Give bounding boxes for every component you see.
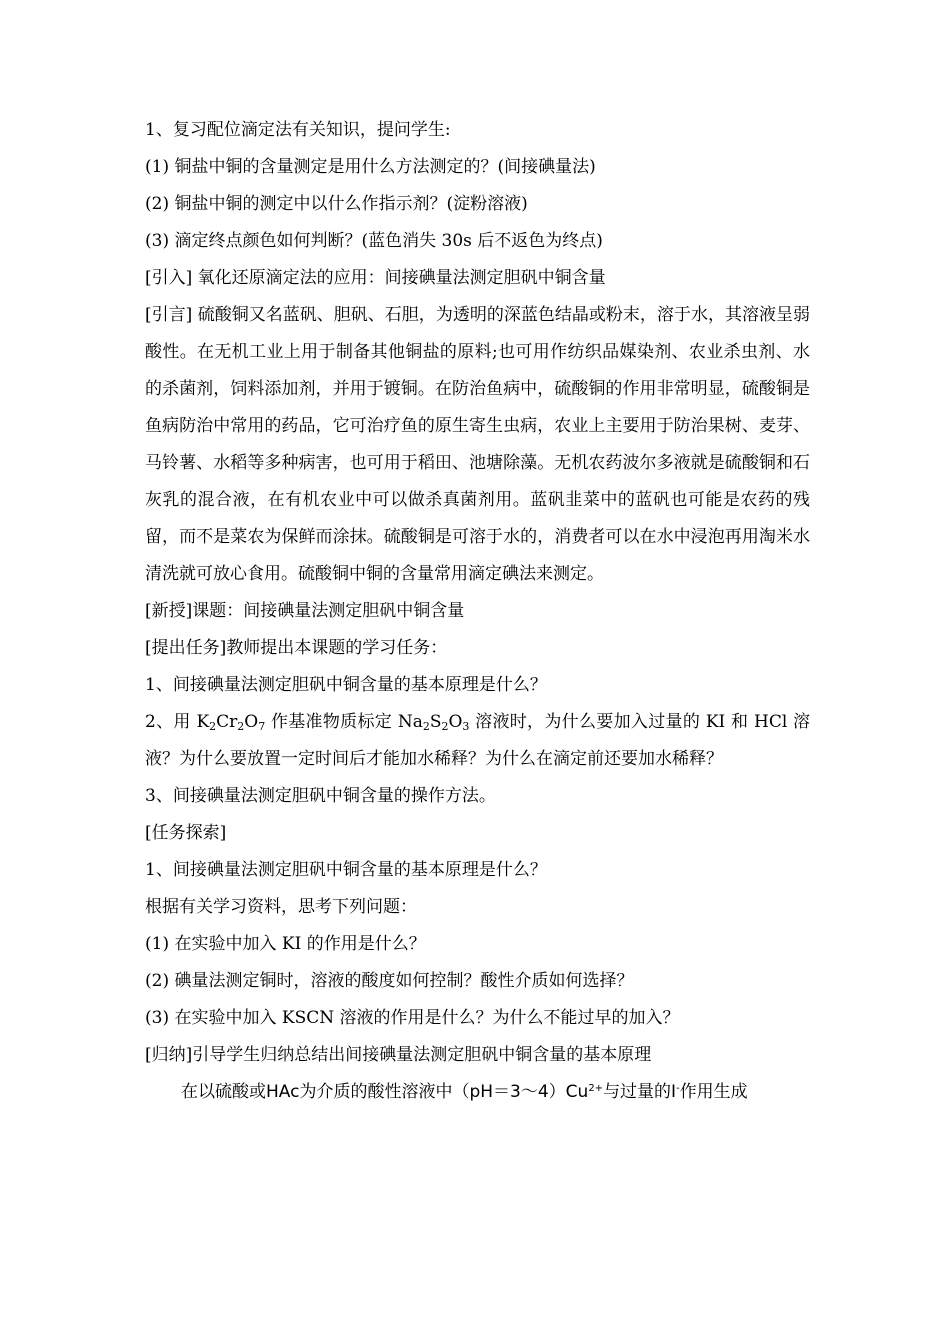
explore-heading: [任务探索] bbox=[145, 823, 227, 843]
think-intro: 根据有关学习资料，思考下列问题： bbox=[145, 897, 417, 917]
task-2 bbox=[145, 704, 810, 778]
task-intro-line: [提出任务]教师提出本课题的学习任务： bbox=[145, 638, 448, 658]
review-question-3: (3) 滴定终点颜色如何判断？(蓝色消失 30s 后不返色为终点) bbox=[145, 231, 603, 251]
review-question-1: (1) 铜盐中铜的含量测定是用什么方法测定的？(间接碘量法) bbox=[145, 157, 596, 177]
summary-line: [归纳]引导学生归纳总结出间接碘量法测定胆矾中铜含量的基本原理 bbox=[145, 1045, 652, 1065]
principle-line: 在以硫酸或HAc为介质的酸性溶液中$(pH=3\sim 4)Cu^{2+}$与过量的I-作用生成 bbox=[181, 1082, 748, 1102]
task-2-rest: 溶液时，为什么要加入过量的 KI 和 HCl 溶液？为什么要放置一定时间后才能加水稀释？为什么在滴定前还要加水稀释？ bbox=[145, 712, 810, 769]
formula-k2cr2o7: $K_2Cr_2O_7$ bbox=[196, 712, 266, 733]
explore-question: 1、间接碘量法测定胆矾中铜含量的基本原理是什么？ bbox=[145, 860, 547, 880]
task-2-mid: 作基准物质标定 bbox=[265, 712, 398, 732]
think-question-2: (2) 碘量法测定铜时，溶液的酸度如何控制？酸性介质如何选择？ bbox=[145, 971, 634, 991]
task-2-prefix: 2、用 bbox=[145, 712, 197, 732]
review-question-2: (2) 铜盐中铜的测定中以什么作指示剂？(淀粉溶液) bbox=[145, 194, 528, 214]
new-lesson-line: [新授]课题：间接碘量法测定胆矾中铜含量 bbox=[145, 601, 465, 621]
cu-charge: 2+ bbox=[588, 1083, 604, 1094]
think-question-1: (1) 在实验中加入 KI 的作用是什么？ bbox=[145, 934, 426, 954]
review-heading: 1、复习配位滴定法有关知识，提问学生: bbox=[145, 120, 451, 140]
task-1: 1、间接碘量法测定胆矾中铜含量的基本原理是什么？ bbox=[145, 675, 547, 695]
preface-paragraph: [引言] 硫酸铜又名蓝矾、胆矾、石胆，为透明的深蓝色结晶或粉末，溶于水，其溶液呈弱酸性。在无机工业上用于制备其他铜盐的原料;也可用作纺织品媒染剂、农业杀虫剂、水的杀菌剂，饲料添加剂，并用于镀铜。在防治鱼病中，硫酸铜的作用非常明显，硫酸铜是鱼病防治中常用的药品，它可治疗鱼的原生寄生虫病，农业上主要用于防治果树、麦芽、马铃薯、水稻等多种病害，也可用于稻田、池塘除藻。无机农药波尔多液就是硫酸铜和石灰乳的混合液，在有机农业中可以做杀真菌剂用。蓝矾韭菜中的蓝矾也可能是农药的残留，而不是菜农为保鲜而涂抹。硫酸铜是可溶于水的，消费者可以在水中浸泡再用淘米水清洗就可放心食用。硫酸铜中铜的含量常用滴定碘法来测定。 bbox=[145, 305, 810, 584]
iodide-charge: - bbox=[676, 1083, 680, 1094]
task-3: 3、间接碘量法测定胆矾中铜含量的操作方法。 bbox=[145, 786, 496, 806]
formula-na2s2o3: $Na_2S_2O_3$ bbox=[397, 712, 470, 733]
intro-line: [引入] 氧化还原滴定法的应用：间接碘量法测定胆矾中铜含量 bbox=[145, 268, 606, 288]
think-question-3: (3) 在实验中加入 KSCN 溶液的作用是什么？为什么不能过早的加入？ bbox=[145, 1008, 680, 1028]
